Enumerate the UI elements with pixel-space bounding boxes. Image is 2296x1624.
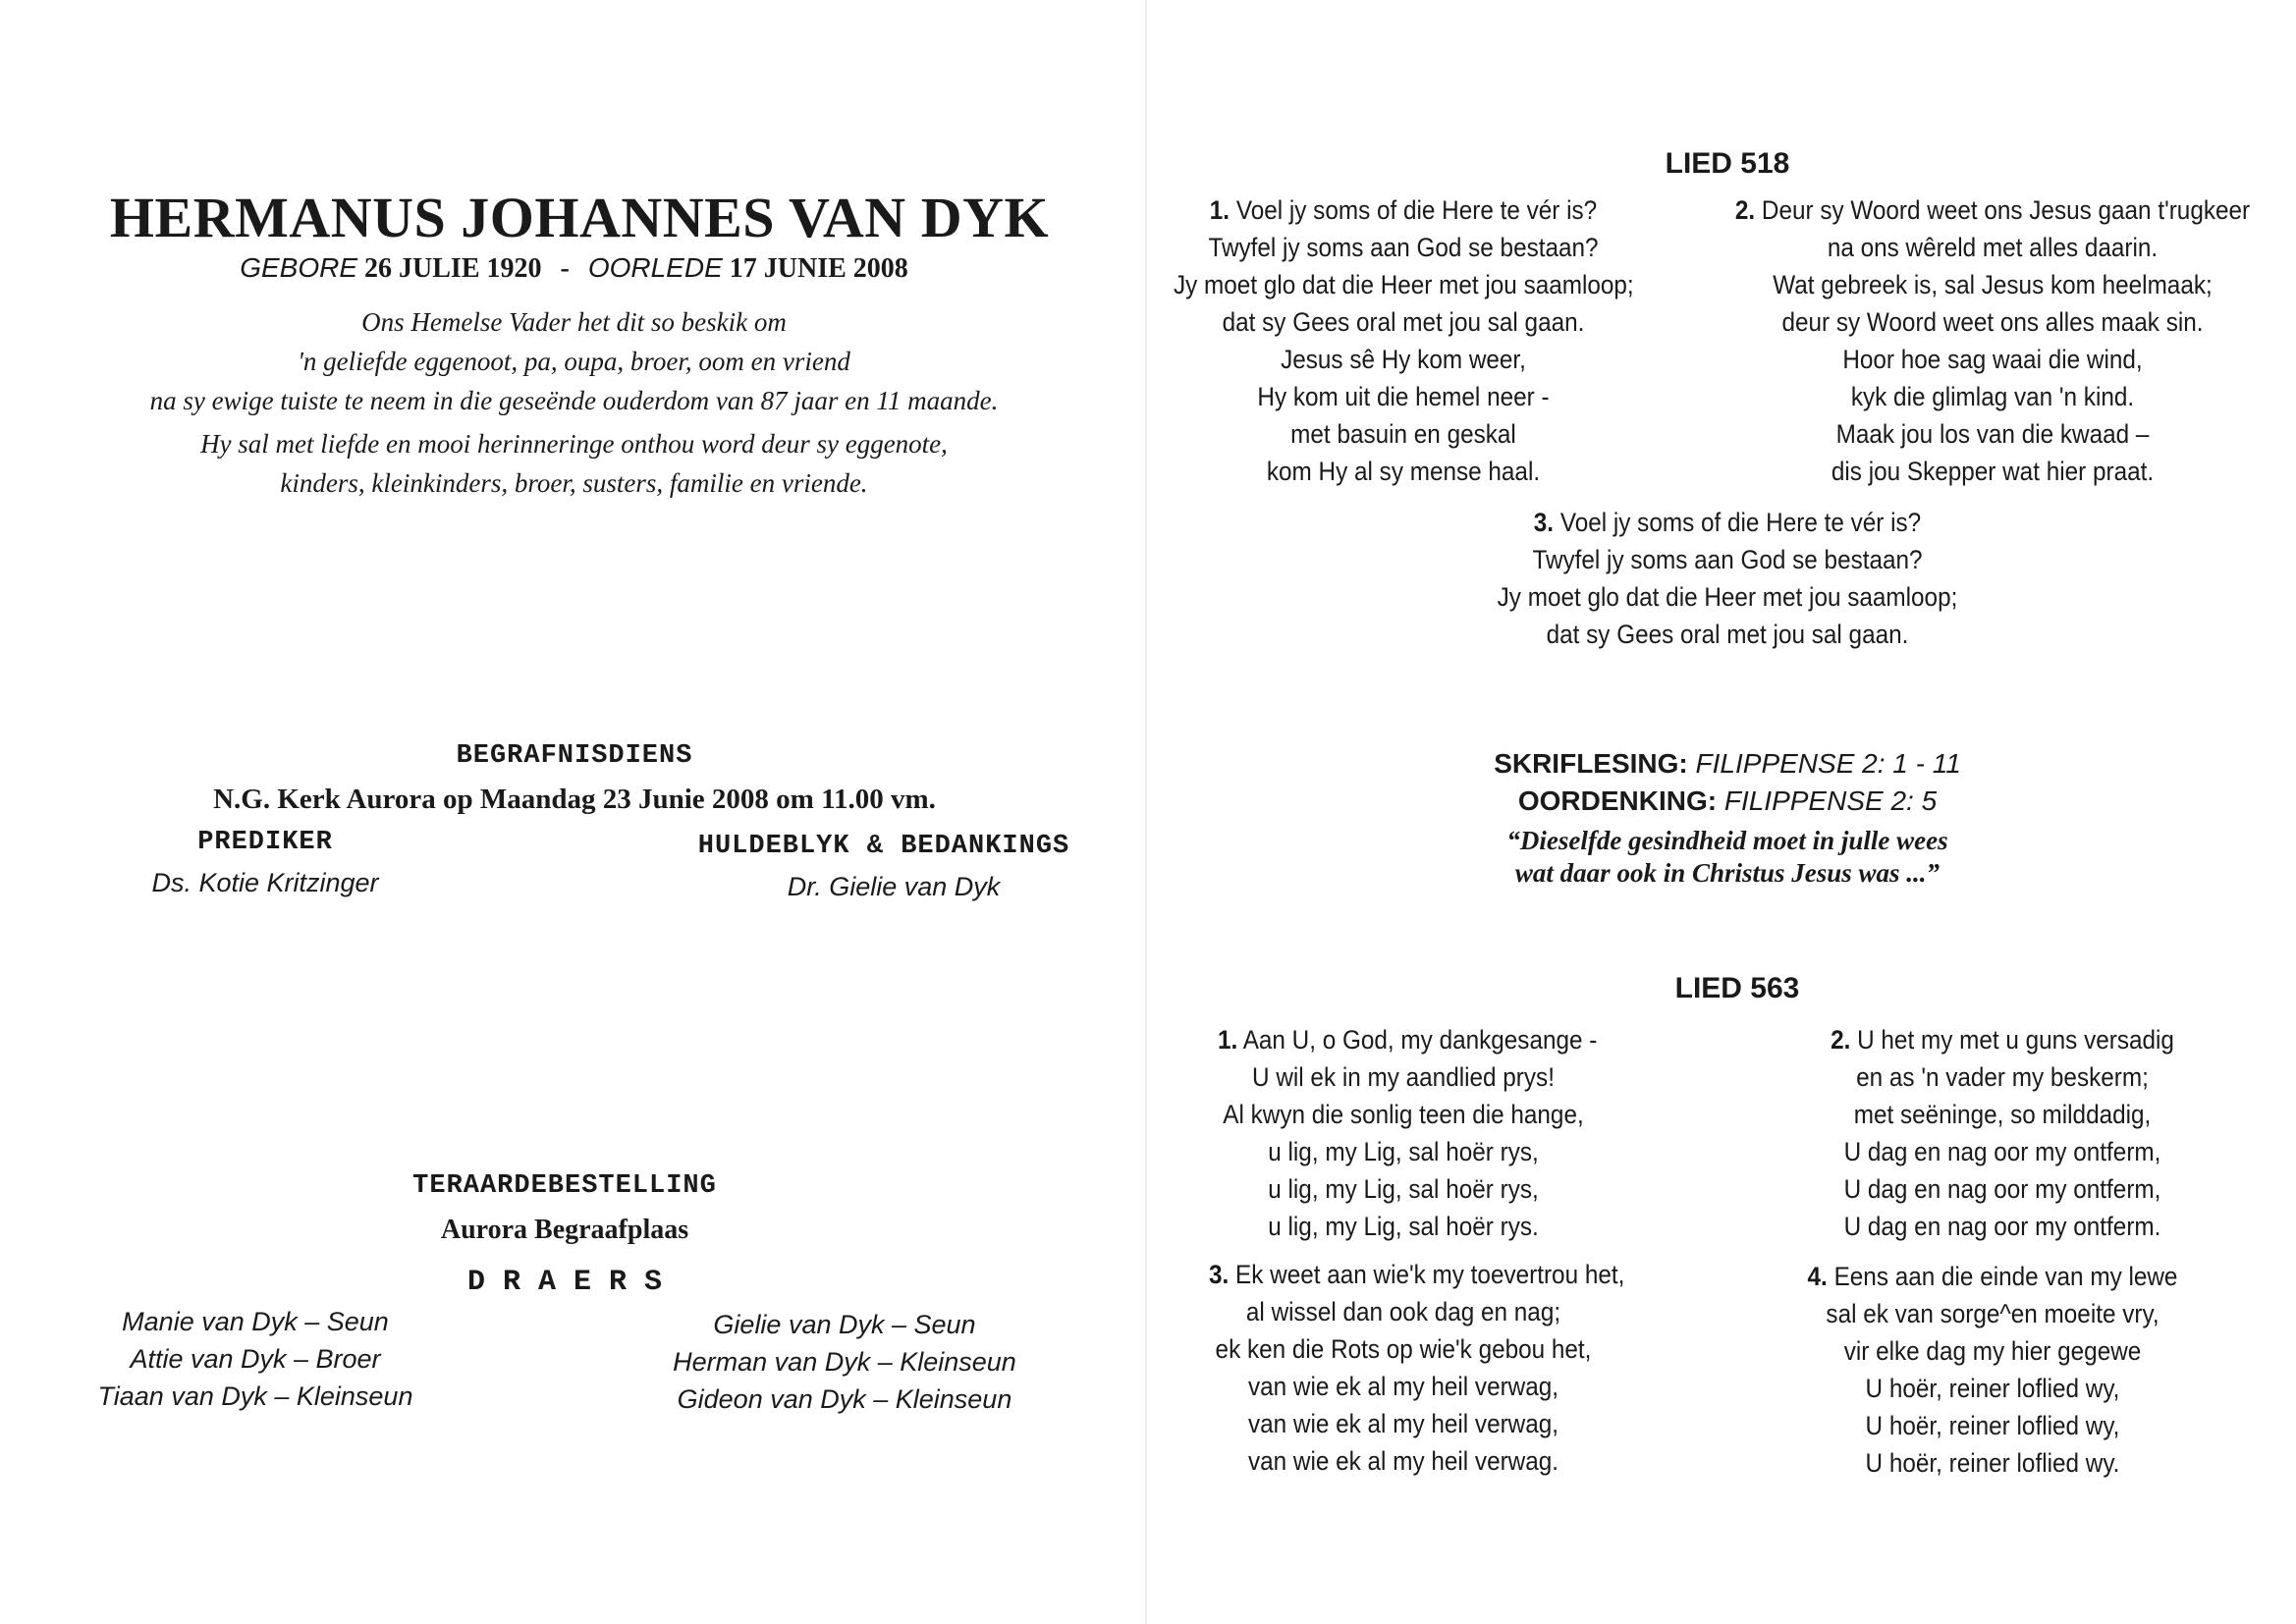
verse-line: en as 'n vader my beskerm; [1856, 1062, 2149, 1092]
verse-line: na ons wêreld met alles daarin. [1827, 233, 2159, 262]
verse-line: kyk die glimlag van 'n kind. [1850, 382, 2135, 411]
skriflesing-label: SKRIFLESING: [1494, 748, 1688, 779]
quote-line: wat daar ook in Christus Jesus was ...” [1514, 858, 1941, 888]
deceased-name: HERMANUS JOHANNES VAN DYK [109, 186, 1050, 249]
verse-line: u lig, my Lig, sal hoër rys. [1268, 1212, 1539, 1241]
bearer-item: Tiaan van Dyk – Kleinseun [97, 1381, 413, 1411]
bearer-item: Attie van Dyk – Broer [130, 1344, 381, 1374]
verse-line: 3. Voel jy soms of die Here te vér is? [1533, 508, 1922, 537]
intro-line: na sy ewige tuiste te neem in die geseënde ouderdom van 87 jaar en 11 maande. [149, 386, 999, 415]
verse-line: al wissel dan ook dag en nag; [1245, 1297, 1561, 1326]
verse-line: U hoër, reiner loflied wy, [1865, 1374, 2120, 1403]
burial-place: Aurora Begraafplaas [440, 1215, 689, 1245]
verse-line: Jesus sê Hy kom weer, [1281, 345, 1526, 374]
verse-line: U hoër, reiner loflied wy, [1865, 1411, 2120, 1440]
scripture-quote [1394, 825, 2061, 890]
verse-line: vir elke dag my hier gegewe [1843, 1336, 2142, 1366]
died-label: OORLEDE [587, 252, 723, 283]
verse-line: dis jou Skepper wat hier praat. [1831, 457, 2155, 486]
burial-heading: TERAARDEBESTELLING [412, 1171, 717, 1201]
verse-line: Jy moet glo dat die Heer met jou saamloop; [1174, 270, 1634, 299]
lied-518-verse-1 [1174, 191, 1633, 490]
lied-518-verse-3 [1471, 504, 1984, 653]
verse-line: Maak jou los van die kwaad – [1835, 419, 2150, 449]
skriflesing-ref: FILIPPENSE 2: 1 - 11 [1695, 748, 1961, 779]
verse-line: van wie ek al my heil verwag, [1247, 1372, 1559, 1401]
verse-line: met basuin en geskal [1290, 419, 1516, 449]
bearers-left [88, 1303, 422, 1415]
verse-line: Jy moet glo dat die Heer met jou saamloop; [1497, 582, 1958, 612]
tribute-name: Dr. Gielie van Dyk [787, 872, 1001, 901]
tribute-label: HULDEBLYK & BEDANKINGS [697, 832, 1070, 861]
intro-line: 'n geliefde eggenoot, pa, oupa, broer, oom en vriend [298, 347, 850, 376]
verse-number: 1. [1209, 195, 1230, 225]
bearer-item: Herman van Dyk – Kleinseun [673, 1347, 1016, 1377]
verse-line: kom Hy al sy mense haal. [1266, 457, 1541, 486]
verse-line: U dag en nag oor my ontferm. [1843, 1212, 2161, 1241]
obituary-text [0, 302, 1148, 503]
verse-line: 4. Eens aan die einde van my lewe [1807, 1262, 2178, 1291]
bearers-right [648, 1306, 1041, 1418]
verse-line: Hy kom uit die hemel neer - [1257, 382, 1550, 411]
lied-563-verse-2 [1817, 1021, 2188, 1245]
verse-number: 1. [1218, 1025, 1238, 1055]
birth-death-dates [0, 252, 1148, 285]
verse-line: deur sy Woord weet ons alles maak sin. [1781, 307, 2204, 337]
verse-line: u lig, my Lig, sal hoër rys, [1268, 1174, 1539, 1204]
verse-line: U wil ek in my aandlied prys! [1252, 1062, 1555, 1092]
intro-line: Ons Hemelse Vader het dit so beskik om [361, 307, 787, 337]
oordenking-label: OORDENKING: [1517, 785, 1718, 816]
intro-line: kinders, kleinkinders, broer, susters, familie en vriende. [280, 468, 868, 498]
verse-line: 2. Deur sy Woord weet ons Jesus gaan t'rugkeer [1734, 195, 2251, 225]
verse-line: sal ek van sorge^en moeite vry, [1826, 1299, 2159, 1328]
verse-line: U hoër, reiner loflied wy. [1865, 1448, 2120, 1478]
verse-line: 3. Ek weet aan wie'k my toevertrou het, [1209, 1260, 1625, 1289]
lied-518-title: LIED 518 [1665, 147, 1790, 180]
preacher-label: PREDIKER [197, 828, 333, 857]
verse-line: Twyfel jy soms aan God se bestaan? [1208, 233, 1599, 262]
verse-line: U dag en nag oor my ontferm, [1843, 1174, 2161, 1204]
verse-line: Hoor hoe sag waai die wind, [1842, 345, 2143, 374]
verse-line: 1. Aan U, o God, my dankgesange - [1218, 1025, 1598, 1055]
verse-line: Wat gebreek is, sal Jesus kom heelmaak; [1773, 270, 2213, 299]
quote-line: “Dieselfde gesindheid moet in julle wees [1506, 826, 1948, 855]
died-date: 17 JUNIE 2008 [729, 253, 908, 284]
verse-line: Al kwyn die sonlig teen die hange, [1223, 1100, 1584, 1129]
verse-line: van wie ek al my heil verwag, [1247, 1409, 1559, 1438]
bearer-item: Manie van Dyk – Seun [122, 1307, 389, 1336]
verse-number: 3. [1533, 508, 1555, 537]
verse-number: 4. [1807, 1262, 1828, 1291]
verse-line: u lig, my Lig, sal hoër rys, [1268, 1137, 1539, 1166]
verse-line: 2. U het my met u guns versadig [1831, 1025, 2174, 1055]
bearer-item: Gideon van Dyk – Kleinseun [677, 1384, 1012, 1414]
skriflesing [1394, 748, 2061, 780]
date-separator: - [560, 253, 570, 284]
verse-line: met seëninge, so milddadig, [1853, 1100, 2152, 1129]
intro-line: Hy sal met liefde en mooi herinneringe onthou word deur sy eggenote, [200, 429, 948, 459]
bearers-heading: D R A E R S [466, 1266, 663, 1299]
right-page [1148, 0, 2296, 1624]
service-heading: BEGRAFNISDIENS [456, 741, 693, 771]
verse-number: 3. [1209, 1260, 1230, 1289]
verse-line: dat sy Gees oral met jou sal gaan. [1222, 307, 1585, 337]
verse-line: Twyfel jy soms aan God se bestaan? [1532, 545, 1923, 574]
lied-563-verse-1 [1218, 1021, 1598, 1245]
verse-line: dat sy Gees oral met jou sal gaan. [1546, 620, 1909, 649]
lied-563-title: LIED 563 [1674, 972, 1800, 1004]
service-details: N.G. Kerk Aurora op Maandag 23 Junie 2008 om 11.00 vm. [213, 784, 936, 815]
oordenking-ref: FILIPPENSE 2: 5 [1723, 785, 1938, 816]
bearer-item: Gielie van Dyk – Seun [713, 1310, 976, 1339]
lied-518-verse-2 [1727, 191, 2258, 490]
oordenking [1394, 785, 2061, 817]
verse-line: U dag en nag oor my ontferm, [1843, 1137, 2161, 1166]
verse-line: 1. Voel jy soms of die Here te vér is? [1209, 195, 1598, 225]
lied-563-verse-4 [1798, 1258, 2187, 1482]
verse-number: 2. [1734, 195, 1756, 225]
born-date: 26 JULIE 1920 [364, 253, 542, 284]
verse-number: 2. [1831, 1025, 1851, 1055]
verse-line: van wie ek al my heil verwag. [1247, 1446, 1559, 1476]
preacher-name: Ds. Kotie Kritzinger [151, 868, 379, 897]
born-label: GEBORE [240, 252, 358, 283]
lied-563-verse-3 [1209, 1256, 1625, 1480]
verse-line: ek ken die Rots op wie'k gebou het, [1215, 1334, 1592, 1364]
